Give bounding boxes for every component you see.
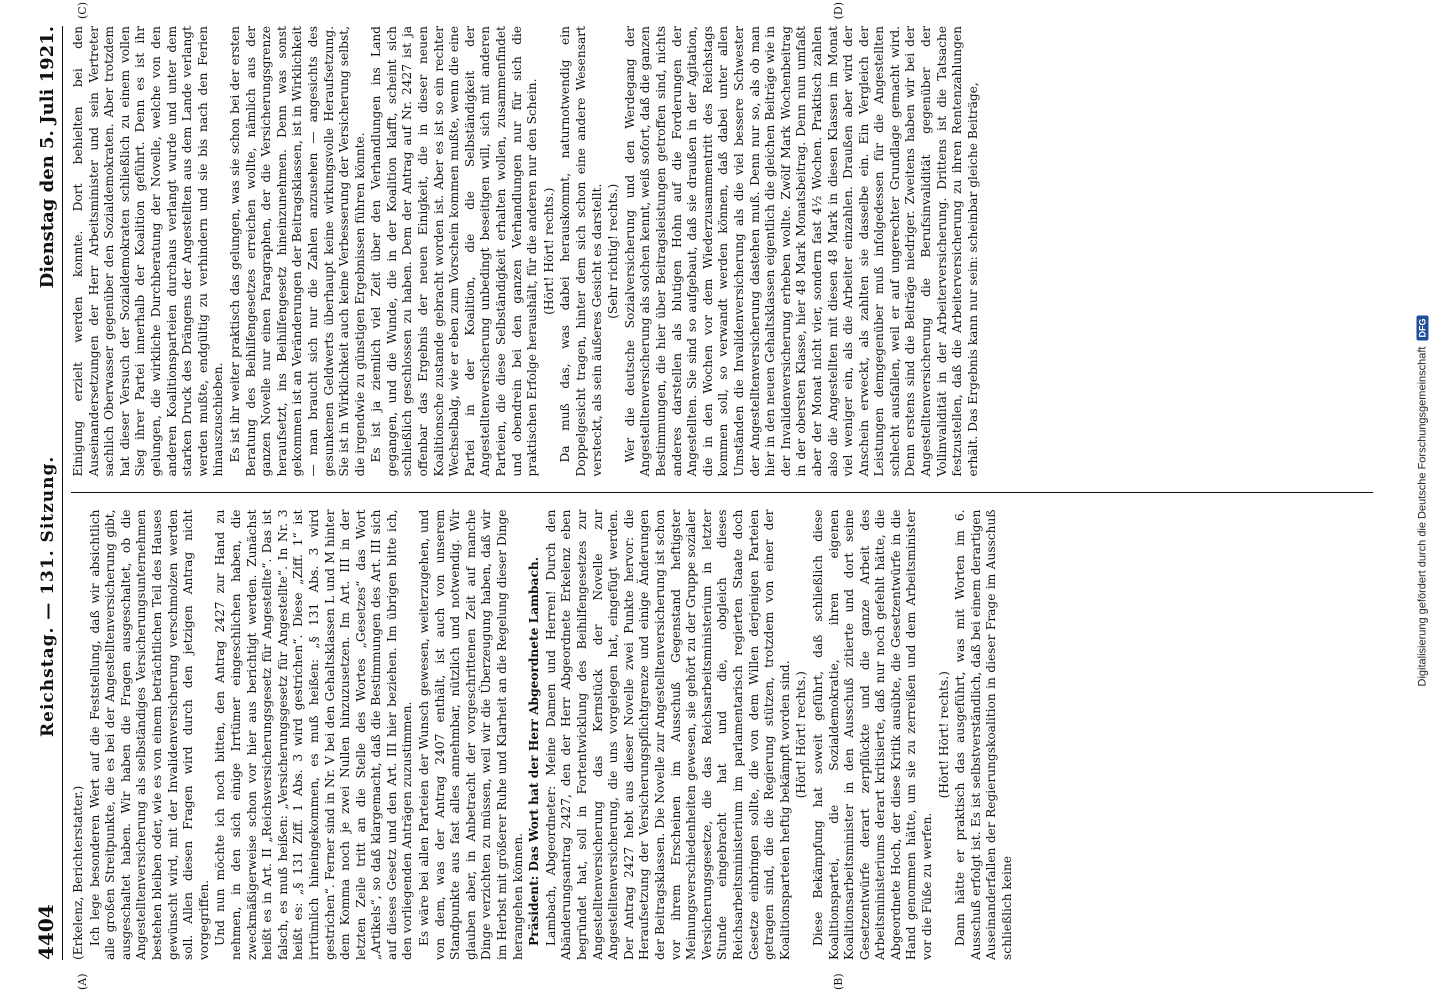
- margin-marker-a: (A): [76, 973, 89, 990]
- paragraph: Es ist ja ziemlich viel Zeit über den Verhandlungen ins Land gegangen, und die Wunde, die in der Koalition klafft, scheint sich schließlich geschlossen zu haben. Dem der Antrag auf Nr. 2427 ist ja offenbar das Ergebnis der neuen Einigkeit, die in dieser neuen Koalitionsche zustande gebracht worden ist. Aber es ist so ein rechter Wechselbalg, wie er eben zum Vorschein kommen mußte, wenn die eine Partei in der Koalition, die die Selbständigkeit der Angestelltenversicherung unbedingt beseitigen will, sich mit anderen Parteien, die diese Selbständigkeit erhalten wollen, zusammenfindet und obendrein bei den ganzen Verhandlungen nur für sich die praktischen Erfolge heraushält, für die anderen nur den Schein.: [369, 26, 540, 477]
- right-column: [71, 2, 1373, 494]
- paragraph: Diese Bekämpfung hat soweit geführt, daß schließlich diese Koalitionspartei, die Sozialdemokratie, ihren eigenen Koalitionsarbeitsminister in den Ausschuß zitierte und dort seine Gesetzentwürfe derart zerpflückte und die ganze Arbeit des Arbeitsministeriums derart kritisierte, daß nur noch gefehlt hätte, die Abgeordnete Hoch, der diese Kritik ausübte, die Gesetzentwürfe in die Hand genommen hätte, um sie zu zerreißen und dem Arbeitsminister vor die Füße zu werfen.: [810, 509, 935, 960]
- rotated-page: [20, 0, 1390, 1000]
- session-title: Reichstag. — 131. Sitzung.: [38, 455, 58, 737]
- session-date: Dienstag den 5. Juli 1921.: [37, 26, 58, 289]
- interjection: (Hört! Hört! rechts.): [794, 671, 809, 799]
- paragraph: Wer die deutsche Sozialversicherung und den Werdegang der Angestelltenversicherung als solchen kennt, weiß sofort, daß die ganzen Bestimmungen, die hier über Beitragsleistungen getroffen sind, nichts anderes darstellen als blutigen Hohn auf die Forderungen der Angestellten. Sie sind so aufgebaut, daß sie draußen in der Agitation, die in den Wochen vor dem Wiederzusammentritt des Reichstags kommen soll, so verwandt werden können, daß dabei unter allen Umständen die Invalidenversicherung als die viel bessere Schwester der Angestelltenversicherung dastehen muß. Denn nur so, als ob man hier in den neuen Gehaltsklassen eigentlich die gleichen Beiträge wie in der Invalidenversicherung erheben wollte. Zwölf Mark Wochenbeitrag in der obersten Klasse, hier 48 Mark Monatsbeitrag. Denn nun umfaßt aber der Monat nicht vier, sondern fast 4½ Wochen. Praktisch zahlen also die Angestellten mit diesen 48 Mark in diesen Klassen im Monat viel weniger ein, als die Arbeiter einzahlen. Draußen aber wird der Anschein erweckt, als zahlten sie dasselbe ein. Ein Vergleich der Leistungen demgegenüber muß infolgedessen für die Angestellten schlecht ausfallen, weil er auf ungerechter Grundlage gemacht wird. Denn erstens sind die Beiträge niedriger. Zweitens haben wir bei der Angestelltenversicherung die Berufsinvalidität gegenüber der Vollinvalidität in der Arbeiterversicherung. Drittens ist die Tatsache festzustellen, daß die Arbeiterversicherung zu ihren Rentenzahlungen erhält. Das Ergebnis kann nur sein: scheinbar gleiche Beiträge,: [622, 26, 980, 477]
- funding-note-text: Digitalisierung gefördert durch die Deutsche Forschungsgemeinschaft: [1416, 346, 1428, 686]
- paragraph: Einigung erzielt werden konnte. Dort behielten bei den Auseinandersetzungen der Herr Arbeitsminister und sein Vertreter sachlich Oberwasser gegenüber den Sozialdemokraten. Aber trotzdem hat dieser Versuch der Sozialdemokraten schließlich zu einem vollen Sieg ihrer Partei innerhalb der Koalition geführt. Denn es ist ihr gelungen, die wirkliche Durchberatung der Novelle, welche von den anderen Koalitionsparteien durchaus verlangt wurde und unter dem starken Druck des Drängens der Angestellten aus dem Lande verlangt werden mußte, endgültig zu verhindern und sie bis nach den Ferien hinauszuschieben.: [71, 26, 226, 477]
- paragraph: Und nun möchte ich noch bitten, den Antrag 2427 zur Hand zu nehmen, in den sich einige Irrtümer eingeschlichen haben, die zweckmäßigerweise schon vor hier aus berichtigt werden. Zunächst heißt es in Art. II „Reichsversicherungsgesetz für Angestellte“. Das ist falsch, es muß heißen: „Versicherungsgesetz für Angestellte“. In Nr. 3 heißt es: „§ 131 Ziff. 1 Abs. 3 wird gestrichen“. Diese „Ziff. 1“ ist irrtümlich hineingekommen, es muß heißen: „§ 131 Abs. 3 wird gestrichen“. Ferner sind in Nr. V bei den Gehaltsklassen L und M hinter dem Komma noch je zwei Nullen hinzuzusetzen. Im Art. III in der letzten Zeile tritt an die Stelle des Wortes „Gesetzes“ das Wort „Artikels“, so daß klargemacht, daß die Bestimmungen des Art. III sich auf dieses Gesetz und den Art. III hier beziehen. Im übrigen bitte ich, den vorliegenden Anträgen zuzustimmen.: [213, 509, 415, 960]
- interjection: (Sehr richtig! rechts.): [606, 183, 621, 319]
- margin-marker-c: (C): [76, 2, 89, 19]
- interjection: (Hört! Hört! rechts.): [541, 187, 556, 315]
- page-header: [34, 26, 63, 960]
- president-remark: Präsident: Das Wort hat der Herr Abgeordnete Lambach.: [527, 557, 542, 946]
- speaker-tag: (Erkelenz, Berichterstatter.): [71, 785, 85, 960]
- paragraph: Es wäre bei allen Parteien der Wunsch gewesen, weiterzugehen, und von dem, was der Antrag 2407 enthält, ist auch von unserem Standpunkte aus fast alles annehmbar, nützlich und notwendig. Wir glauben aber, in Anbetracht der vorgeschrittenen Zeit auf manche Dinge verzichten zu müssen, weil wir die Überzeugung haben, daß wir im Herbst mit größerer Ruhe und Klarheit an die Regelung dieser Dinge herangehen können.: [417, 509, 525, 960]
- paragraph: Es ist ihr weiter praktisch das gelungen, was sie schon bei der ersten Beratung des Beihilfengesetzes erreichen wollte, nämlich aus der ganzen Novelle nur einen Paragraphen, der die Versicherungsgrenze heraufsetzt, ins Beihilfengesetz hineinzunehmen. Denn was sonst gekommen ist an Veränderungen der Beitragsklassen, ist in Wirklichkeit — man braucht sich nur die Zahlen anzusehen — angesichts des gesunkenen Geldwerts überhaupt keine wirkungsvolle Heraufsetzung. Sie ist in Wirklichkeit auch keine Verbesserung der Versicherung selbst, die irgendwie zu günstigen Ergebnissen führen könnte.: [227, 26, 367, 477]
- dfg-logo: DFG: [1416, 315, 1428, 340]
- paragraph: Dann hätte er praktisch das ausgeführt, was mit Worten im 6. Ausschuß erfolgt ist. Es ist selbstverständlich, daß bei einem derartigen Auseinanderfallen der Regierungskoalition in dieser Frage im Ausschuß schließlich keine: [953, 509, 1015, 960]
- speech-lambach: Lambach, Abgeordneter: Meine Damen und Herren! Durch den Abänderungsantrag 2427, den der Herr Abgeordnete Erkelenz eben begründet hat, soll in Fortentwicklung des Beihilfengesetzes zur Angestelltenversicherung das Kernstück der Novelle zur Angestelltenversicherung, die uns vorgelegen hat, eingefügt werden. Der Antrag 2427 hebt aus dieser Novelle zwei Punkte hervor: die Heraufsetzung der Versicherungspflichtgrenze und einige Änderungen der Beitragsklassen. Die Novelle zur Angestelltenversicherung ist schon vor ihrem Erscheinen im Ausschuß Gegenstand heftigster Meinungsverschiedenheiten gewesen, sie gehört zu der Gruppe sozialer Versicherungsgesetze, die das Reichsarbeitsministerium in letzter Stunde eingebracht hat und die, obgleich dieses Reichsarbeitsministerium im parlamentarisch regierten Staate doch Gesetze einbringen sollte, die von dem Willen derjenigen Parteien getragen sind, die die Regierung stützen, trotzdem von einer der Koalitionsparteien heftig bekämpft worden sind.: [543, 509, 792, 960]
- page-number: 4404: [34, 904, 58, 960]
- interjection: (Hört! Hört! rechts.): [936, 671, 951, 799]
- margin-marker-b: (B): [832, 973, 845, 990]
- text-columns: [71, 2, 1373, 990]
- paragraph: Ich lege besonderen Wert auf die Feststellung, daß wir absichtlich alle großen Streitpunkte, die es bei der Angestelltenversicherung gibt, ausgeschaltet haben. Wir haben die Fragen ausgeschaltet, ob die Angestelltenversicherung als selbständiges Versicherungsunternehmen bestehen bleiben oder, wie es von einem beträchtlichen Teil des Hauses gewünscht wird, mit der Invalidenversicherung verschmolzen werden soll. Allen diesen Fragen wird durch den jetzigen Antrag nicht vorgegriffen.: [87, 509, 211, 960]
- paragraph: Da muß das, was dabei herauskommt, naturnotwendig ein Doppelgesicht tragen, hinter dem sich schon eine andere Wesensart versteckt, als sein äußeres Gesicht es darstellt.: [558, 26, 604, 477]
- margin-marker-d: (D): [832, 2, 845, 20]
- funding-side-note: [1412, 8, 1432, 993]
- left-column: [71, 494, 1373, 990]
